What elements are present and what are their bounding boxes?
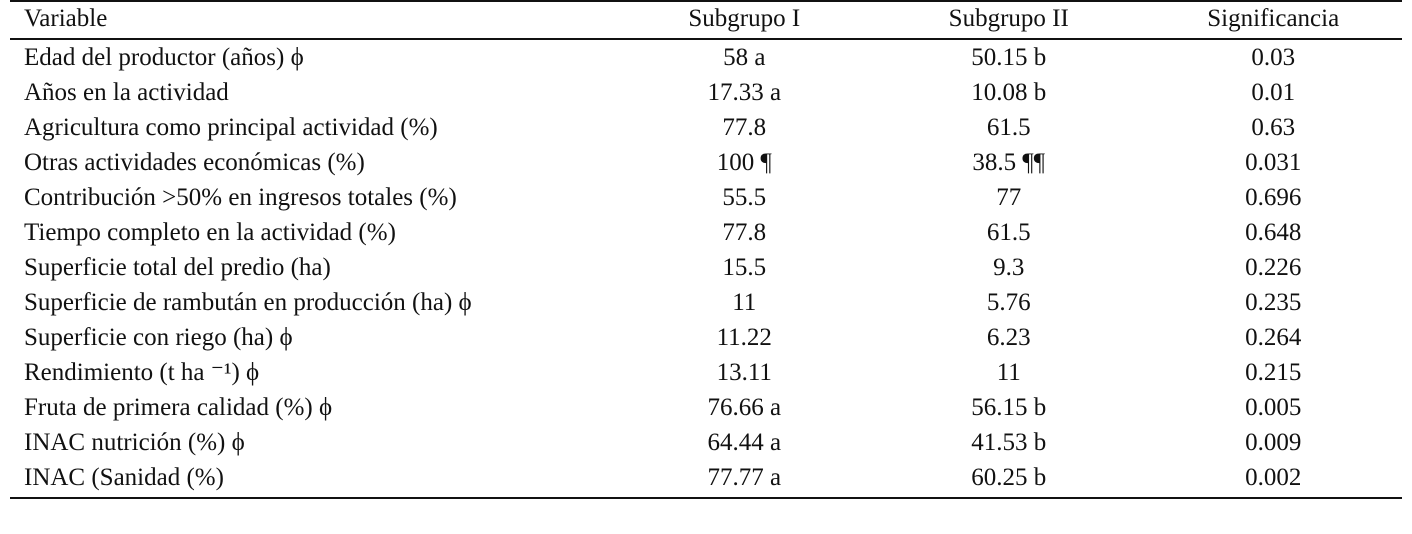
table-row	[10, 390, 1402, 425]
column-header-significancia: Significancia	[1144, 1, 1402, 39]
cell-variable: Superficie total del predio (ha)	[24, 254, 331, 281]
cell-subgrupo-ii: 61.5	[986, 219, 1031, 246]
cell-subgrupo-i: 100 ¶	[716, 149, 772, 176]
cell-significancia: 0.264	[1245, 324, 1302, 351]
cell-variable: Agricultura como principal actividad (%)	[24, 114, 438, 141]
cell-subgrupo-ii: 77	[996, 184, 1022, 211]
cell-subgrupo-ii: 61.5	[986, 114, 1031, 141]
cell-subgrupo-ii: 50.15 b	[971, 44, 1047, 71]
table-row	[10, 180, 1402, 215]
cell-subgrupo-i: 64.44 a	[707, 429, 782, 456]
cell-subgrupo-i: 17.33 a	[707, 79, 782, 106]
table-row	[10, 39, 1402, 75]
table-row	[10, 425, 1402, 460]
cell-subgrupo-i: 11.22	[716, 324, 772, 351]
cell-variable: Tiempo completo en la actividad (%)	[24, 219, 396, 246]
cell-variable: Superficie con riego (ha) ϕ	[24, 324, 293, 351]
cell-significancia: 0.01	[1251, 79, 1296, 106]
cell-variable: Contribución >50% en ingresos totales (%)	[24, 184, 457, 211]
cell-subgrupo-i: 58 a	[723, 44, 766, 71]
cell-significancia: 0.03	[1251, 44, 1296, 71]
cell-subgrupo-i: 77.8	[722, 219, 767, 246]
cell-subgrupo-ii: 41.53 b	[971, 429, 1047, 456]
cell-significancia: 0.009	[1245, 429, 1302, 456]
cell-significancia: 0.226	[1245, 254, 1302, 281]
table-row	[10, 285, 1402, 320]
table-header	[10, 1, 1402, 39]
cell-variable: Años en la actividad	[24, 79, 229, 106]
cell-subgrupo-i: 77.8	[722, 114, 767, 141]
cell-subgrupo-ii: 9.3	[993, 254, 1025, 281]
table-header-row	[10, 1, 1402, 39]
cell-significancia: 0.235	[1245, 289, 1302, 316]
cell-variable: INAC (Sanidad (%)	[10, 460, 616, 498]
cell-variable: Otras actividades económicas (%)	[24, 149, 365, 176]
table-body	[10, 39, 1402, 498]
cell-subgrupo-ii: 6.23	[986, 324, 1031, 351]
cell-subgrupo-ii: 60.25 b	[873, 460, 1144, 498]
cell-subgrupo-i: 11	[732, 289, 757, 316]
column-header-variable: Variable	[10, 1, 616, 39]
cell-subgrupo-ii: 56.15 b	[971, 394, 1047, 421]
column-header-subgrupo-i: Subgrupo I	[616, 1, 874, 39]
cell-subgrupo-i: 13.11	[716, 359, 772, 386]
cell-subgrupo-i: 77.77 a	[616, 460, 874, 498]
table-row	[10, 215, 1402, 250]
cell-subgrupo-ii: 38.5 ¶¶	[972, 149, 1046, 176]
comparison-table	[10, 0, 1402, 499]
cell-significancia: 0.215	[1245, 359, 1302, 386]
cell-subgrupo-i: 55.5	[722, 184, 767, 211]
cell-subgrupo-ii: 10.08 b	[971, 79, 1047, 106]
table-row	[10, 320, 1402, 355]
table-row	[10, 250, 1402, 285]
cell-significancia: 0.005	[1245, 394, 1302, 421]
cell-significancia: 0.696	[1245, 184, 1302, 211]
column-header-subgrupo-ii: Subgrupo II	[873, 1, 1144, 39]
cell-subgrupo-i: 15.5	[722, 254, 767, 281]
cell-variable: Rendimiento (t ha ⁻¹) ϕ	[24, 359, 260, 386]
table-row	[10, 355, 1402, 390]
cell-variable: Superficie de rambután en producción (ha) ϕ	[24, 289, 472, 316]
cell-subgrupo-ii: 11	[996, 359, 1021, 386]
cell-significancia: 0.002	[1144, 460, 1402, 498]
table-row	[10, 145, 1402, 180]
cell-significancia: 0.63	[1251, 114, 1296, 141]
cell-subgrupo-i: 76.66 a	[707, 394, 782, 421]
cell-variable: Fruta de primera calidad (%) ϕ	[24, 394, 333, 421]
table-row	[10, 75, 1402, 110]
table-row	[10, 460, 1402, 498]
cell-variable: Edad del productor (años) ϕ	[24, 44, 304, 71]
cell-subgrupo-ii: 5.76	[986, 289, 1031, 316]
cell-significancia: 0.031	[1245, 149, 1302, 176]
cell-significancia: 0.648	[1245, 219, 1302, 246]
cell-variable: INAC nutrición (%) ϕ	[24, 429, 245, 456]
table-row	[10, 110, 1402, 145]
